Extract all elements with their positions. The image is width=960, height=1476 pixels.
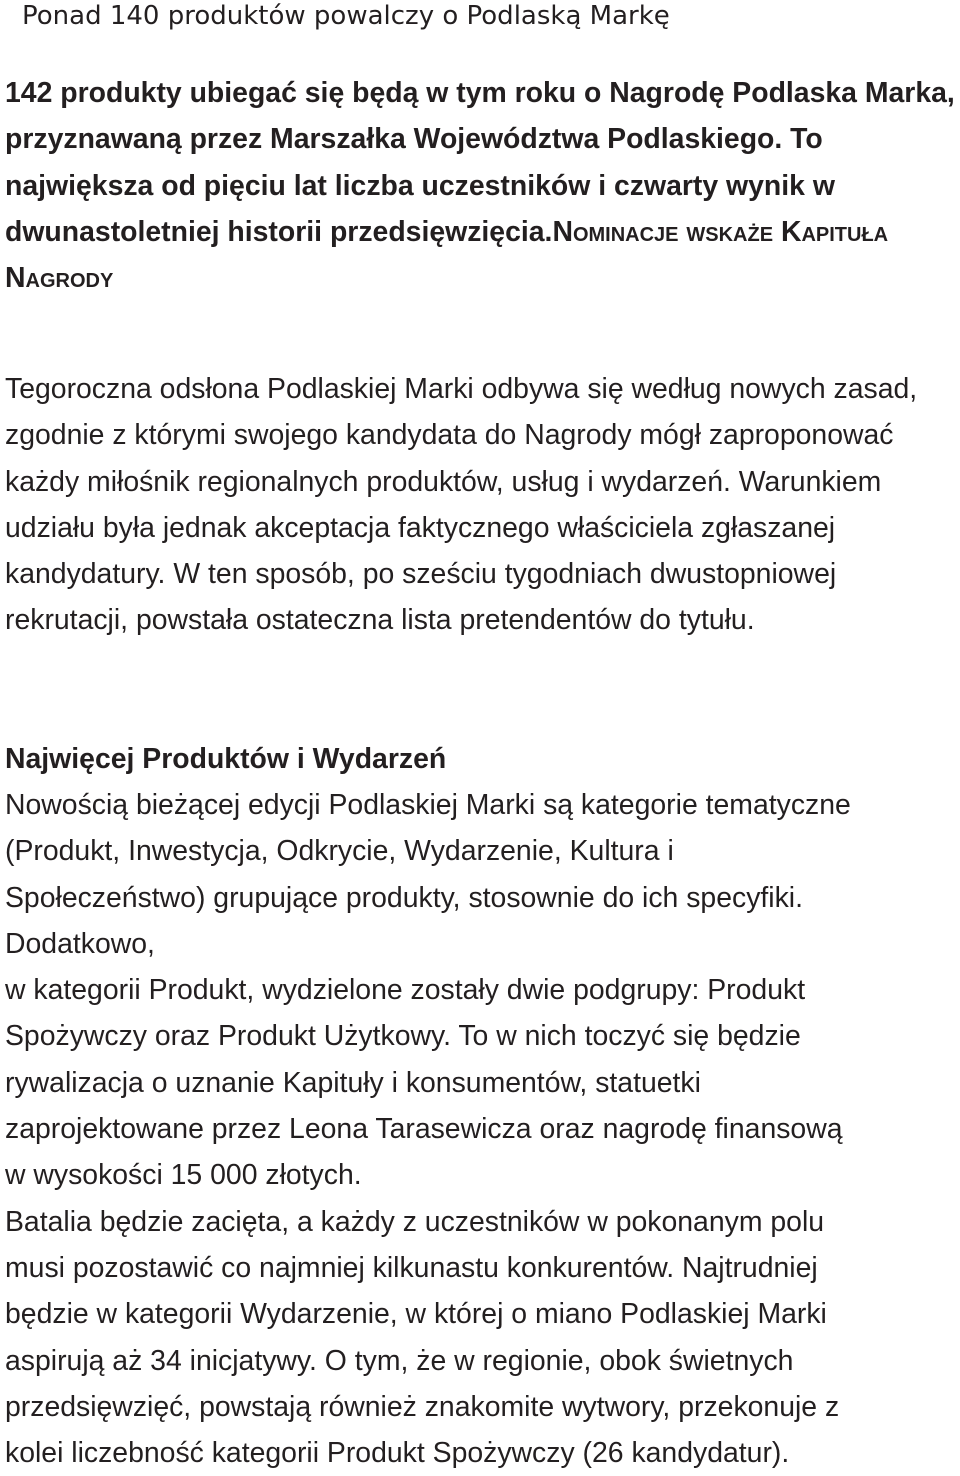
paragraph-line: Społeczeństwo) grupujące produkty, stosownie do ich specyfiki. xyxy=(5,881,803,914)
paragraph-line: musi pozostawić co najmniej kilkunastu konkurentów. Najtrudniej xyxy=(5,1251,818,1284)
article-title: Ponad 140 produktów powalczy o Podlaską Markę xyxy=(22,1,670,31)
paragraph-rules: Tegoroczna odsłona Podlaskiej Marki odbywa się według nowych zasad, zgodnie z którymi swojego kandydata do Nagrody mógł zaproponować każdy miłośnik regionalnych produktów, usług i wydarzeń. Warunkiem udziału była jednak akceptacja faktycznego właściciela zgłaszanej kandydatury. W ten sposób, po sześciu tygodniach dwustopniowej rekrutacji, powstała ostateczna lista pretendentów do tytułu. xyxy=(5,373,918,637)
paragraph-line: przedsięwzięć, powstają również znakomite wytwory, przekonuje z xyxy=(5,1390,840,1423)
paragraph-categories xyxy=(5,782,960,1476)
paragraph-line: Nowością bieżącej edycji Podlaskiej Marki są kategorie tematyczne xyxy=(5,789,851,821)
paragraph-line: rywalizacja o uznanie Kapituły i konsumentów, statuetki xyxy=(5,1066,701,1099)
paragraph-line: Batalia będzie zacięta, a każdy z uczestników w pokonanym polu xyxy=(5,1205,825,1238)
paragraph-line: aspirują aż 34 inicjatywy. O tym, że w regionie, obok świetnych xyxy=(5,1344,794,1377)
paragraph-line: w kategorii Produkt, wydzielone zostały dwie podgrupy: Produkt xyxy=(5,974,806,1007)
section-heading: Najwięcej Produktów i Wydarzeń xyxy=(5,743,447,775)
paragraph-line: Spożywczy oraz Produkt Użytkowy. To w nich toczyć się będzie xyxy=(5,1020,801,1053)
lead-text: 142 produkty ubiegać się będą w tym roku o Nagrodę Podlaska Marka, przyznawaną przez Marszałka Województwa Podlaskiego. To największa od pięciu lat liczba uczestników i czwarty wynik w dwunastoletniej historii przedsięwzięcia. xyxy=(5,77,955,248)
lead-nominations-text: Nominacje wskaże Kapituła Nagrody xyxy=(5,215,889,295)
paragraph-line: kolei liczebność kategorii Produkt Spożywczy (26 kandydatur). xyxy=(5,1437,790,1470)
lead-paragraph xyxy=(5,70,960,301)
paragraph-line: będzie w kategorii Wydarzenie, w której o miano Podlaskiej Marki xyxy=(5,1298,827,1331)
paragraph-line: (Produkt, Inwestycja, Odkrycie, Wydarzenie, Kultura i xyxy=(5,835,674,868)
paragraph-line: Dodatkowo, xyxy=(5,927,155,960)
paragraph-line: w wysokości 15 000 złotych. xyxy=(5,1159,362,1192)
paragraph-line: zaprojektowane przez Leona Tarasewicza oraz nagrodę finansową xyxy=(5,1113,843,1146)
